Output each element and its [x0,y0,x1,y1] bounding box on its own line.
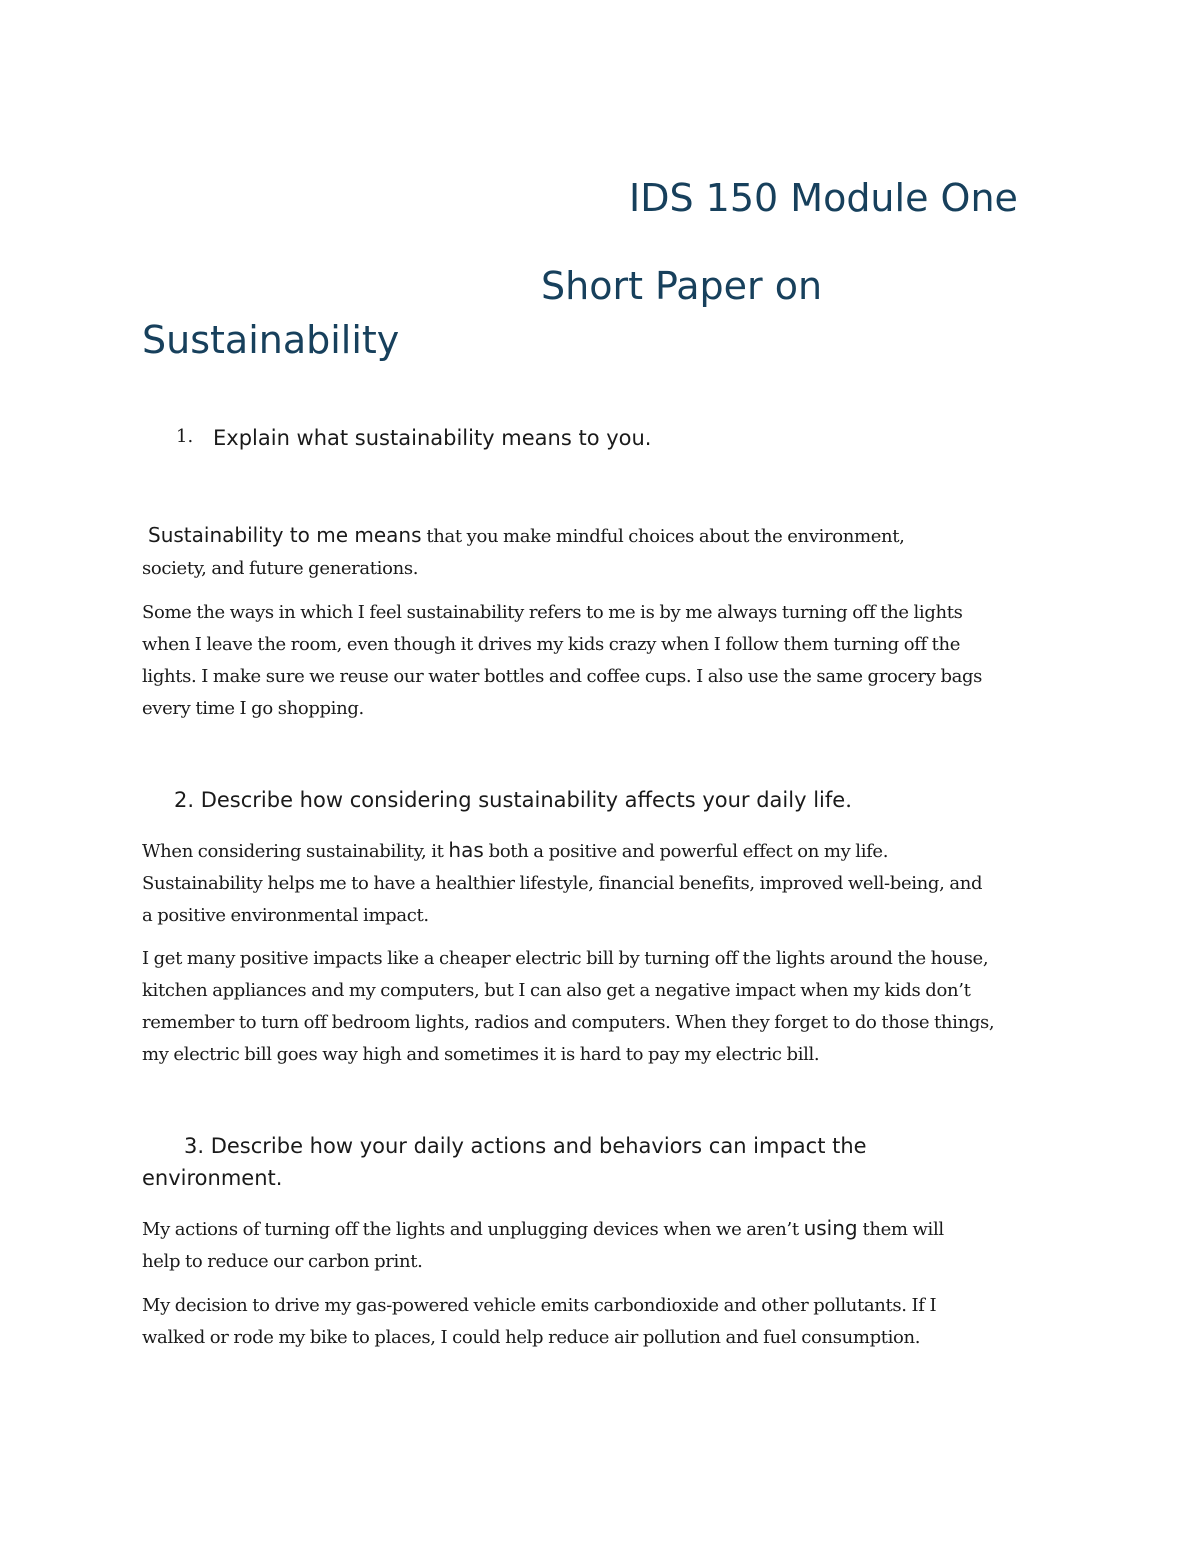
answer-3-p1-line-1-pre: My actions of turning off the lights and unplugging devices when we aren’t [142,1219,804,1240]
answer-2-p2-line-1: I get many positive impacts like a cheaper electric bill by turning off the lights around the house, [142,948,989,969]
answer-1-paragraph-2 [142,597,1082,725]
answer-2-p2-line-4: my electric bill goes way high and sometimes it is hard to pay my electric bill. [142,1044,820,1065]
question-3-heading-line-2: environment. [142,1166,283,1190]
answer-2-paragraph-1 [142,834,1082,932]
answer-3-emphasis-word: using [803,1216,858,1240]
answer-2-p1-line-1-post: both a positive and powerful effect on my life. [483,841,889,862]
answer-3-p1-line-2: help to reduce our carbon print. [142,1251,423,1272]
question-2-text: 2. Describe how considering sustainability affects your daily life [174,788,846,812]
answer-1-p2-line-1: Some the ways in which I feel sustainability refers to me is by me always turning off the lights [142,602,963,623]
answer-1-p1-line-1 [142,519,1082,553]
answer-3-paragraph-1 [142,1212,1082,1278]
document-title-line-3: Sustainability [142,318,400,362]
question-3-heading-line-1: 3. Describe how your daily actions and behaviors can impact the [184,1134,867,1158]
answer-1-p1-line-2: society, and future generations. [142,558,419,579]
document-title-line-2: Short Paper on [541,264,823,308]
question-2-heading [174,785,852,816]
question-1-number: 1. [176,426,194,447]
answer-2-p1-line-3: a positive environmental impact. [142,905,429,926]
answer-3-p2-line-1: My decision to drive my gas-powered vehicle emits carbondioxide and other pollutants. If I [142,1295,937,1316]
answer-2-p1-line-2: Sustainability helps me to have a healthier lifestyle, financial benefits, improved well-being, and [142,873,983,894]
answer-3-paragraph-2 [142,1290,1082,1354]
answer-1-lead-phrase: Sustainability to me means [148,523,422,547]
question-2-period: . [845,788,852,812]
answer-1-paragraph-1 [142,519,1082,585]
question-1-heading: Explain what sustainability means to you. [213,426,652,450]
answer-1-p1-line-1-rest: that you make mindful choices about the environment, [421,526,905,547]
answer-3-p1-line-1 [142,1212,1082,1246]
answer-2-p1-line-1-pre: When considering sustainability, it [142,841,449,862]
answer-2-p2-line-2: kitchen appliances and my computers, but I can also get a negative impact when my kids don’t [142,980,971,1001]
document-title-line-1: IDS 150 Module One [629,176,1018,220]
answer-1-p2-line-2: when I leave the room, even though it drives my kids crazy when I follow them turning off the [142,634,961,655]
answer-2-emphasis-word: has [448,838,484,862]
answer-3-p1-line-1-post: them will [857,1219,944,1240]
answer-2-paragraph-2 [142,943,1082,1071]
answer-1-p2-line-3: lights. I make sure we reuse our water bottles and coffee cups. I also use the same grocery bags [142,666,983,687]
answer-1-p2-line-4: every time I go shopping. [142,698,364,719]
answer-3-p2-line-2: walked or rode my bike to places, I could help reduce air pollution and fuel consumption. [142,1327,921,1348]
answer-2-p1-line-1 [142,834,1082,868]
answer-2-p2-line-3: remember to turn off bedroom lights, radios and computers. When they forget to do those things, [142,1012,995,1033]
